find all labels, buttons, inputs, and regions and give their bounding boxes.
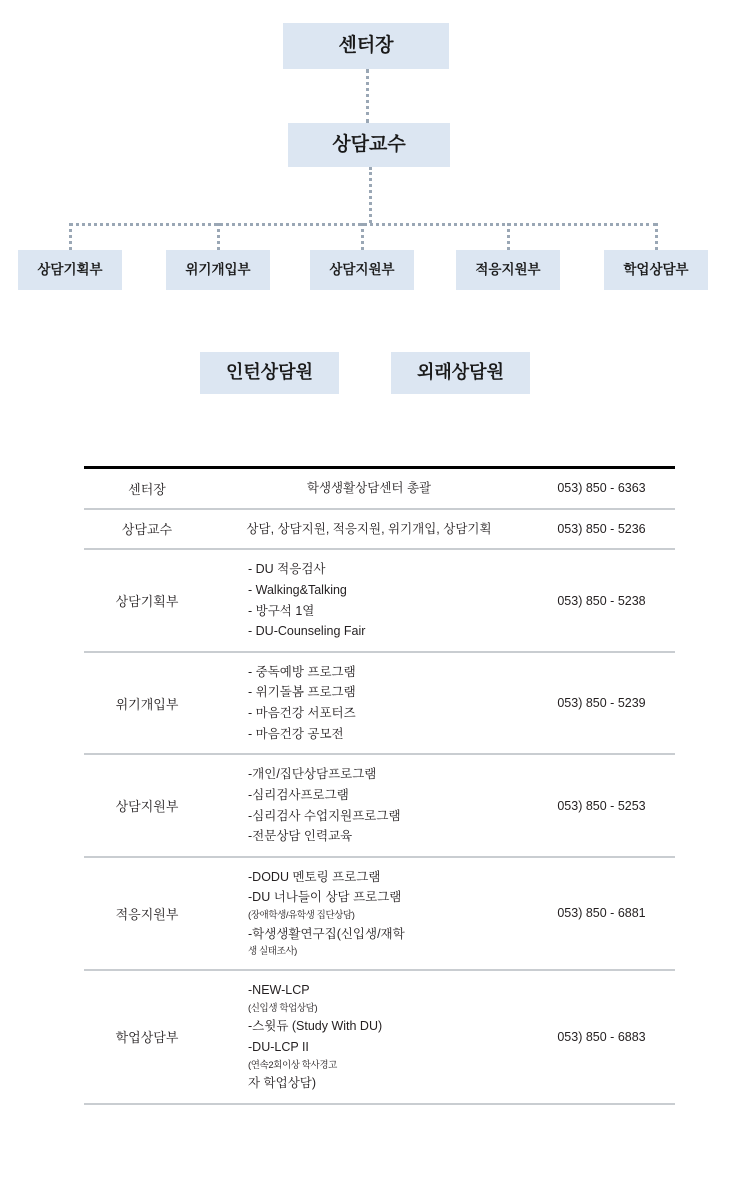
org-node-dept-crisis-intervention <box>166 250 270 290</box>
description-line: -DODU 멘토링 프로그램 <box>248 869 381 884</box>
connector-drop-dept-3 <box>361 223 364 250</box>
table-row <box>84 970 675 1104</box>
table-cell-role: 상담지원부 <box>84 754 210 857</box>
table-row <box>84 652 675 755</box>
connector-director-to-professor <box>366 69 369 123</box>
org-node-label: 적응지원부 <box>475 261 541 277</box>
table-row <box>84 857 675 970</box>
org-node-label: 상담지원부 <box>329 261 395 277</box>
table-cell-description <box>210 468 528 509</box>
org-node-dept-counseling-support <box>310 250 414 290</box>
table-cell-role: 상담기획부 <box>84 549 210 652</box>
org-node-label: 외래상담원 <box>417 362 504 383</box>
description-line: - 마음건강 서포터즈 <box>248 706 356 720</box>
description-line: 자 학업상담) <box>248 1076 317 1091</box>
table-row <box>84 468 675 509</box>
org-chart <box>0 0 730 420</box>
org-node-label: 상담교수 <box>332 133 406 155</box>
connector-professor-down <box>369 167 372 223</box>
description-line: -NEW-LCP <box>248 982 310 997</box>
description-line: -DU 너나들이 상담 프로그램 <box>248 890 402 905</box>
description-line: -개인/집단상담프로그램 <box>248 767 377 782</box>
description-line: -스윗듀 (Study With DU) <box>248 1019 383 1034</box>
table-cell-phone: 053) 850 - 6883 <box>528 970 675 1104</box>
org-node-counseling-professor <box>288 123 450 167</box>
description-line: -전문상담 인력교육 <box>248 829 353 844</box>
table-cell-role: 위기개입부 <box>84 652 210 755</box>
table-cell-role: 학업상담부 <box>84 970 210 1104</box>
table-cell-description <box>210 549 528 652</box>
description-line: 상담, 상담지원, 적응지원, 위기개입, 상담기획 <box>246 521 492 536</box>
department-info-table-wrap <box>84 466 651 1105</box>
description-line: -심리검사프로그램 <box>248 787 349 802</box>
description-line: - 중독예방 프로그램 <box>248 664 356 679</box>
table-cell-description <box>210 509 528 550</box>
table-cell-description <box>210 754 528 857</box>
connector-drop-dept-4 <box>507 223 510 250</box>
org-node-intern-counselor <box>200 352 339 394</box>
org-node-label: 상담기획부 <box>37 261 103 277</box>
org-node-label: 인턴상담원 <box>226 362 313 383</box>
description-line: (연속2회이상 학사경고 <box>248 1059 337 1071</box>
table-cell-description <box>210 857 528 970</box>
description-line: - 위기돌봄 프로그램 <box>248 685 356 700</box>
table-cell-phone: 053) 850 - 5239 <box>528 652 675 755</box>
table-cell-role: 센터장 <box>84 468 210 509</box>
description-line: 학생생활상담센터 총괄 <box>306 481 432 495</box>
table-cell-phone: 053) 850 - 5236 <box>528 509 675 550</box>
table-row <box>84 509 675 550</box>
org-node-label: 센터장 <box>338 34 394 56</box>
table-row <box>84 754 675 857</box>
connector-drop-dept-2 <box>217 223 220 250</box>
description-line: 생 실태조사) <box>248 946 297 958</box>
description-line: - Walking&Talking <box>248 582 347 597</box>
table-cell-phone: 053) 850 - 5253 <box>528 754 675 857</box>
table-cell-phone: 053) 850 - 6881 <box>528 857 675 970</box>
description-line: -DU-LCP II <box>248 1039 309 1054</box>
department-info-table <box>84 466 675 1105</box>
table-cell-description <box>210 970 528 1104</box>
org-node-label: 학업상담부 <box>623 261 689 277</box>
org-node-center-director <box>283 23 449 69</box>
table-row <box>84 549 675 652</box>
org-node-dept-academic-counseling <box>604 250 708 290</box>
table-cell-role: 적응지원부 <box>84 857 210 970</box>
org-node-dept-adaptation-support <box>456 250 560 290</box>
table-cell-role: 상담교수 <box>84 509 210 550</box>
description-line: (신입생 학업상담) <box>248 1002 318 1014</box>
org-node-outpatient-counselor <box>391 352 530 394</box>
table-cell-phone: 053) 850 - 5238 <box>528 549 675 652</box>
description-line: (장애학생/유학생 집단상담) <box>248 910 355 921</box>
description-line: - 방구석 1열 <box>248 603 315 618</box>
description-line: -학생생활연구집(신입생/재학 <box>248 926 405 941</box>
connector-drop-dept-5 <box>655 223 658 250</box>
connector-drop-dept-1 <box>69 223 72 250</box>
description-line: - DU 적응검사 <box>248 562 326 577</box>
table-cell-phone: 053) 850 - 6363 <box>528 468 675 509</box>
org-node-dept-counseling-planning <box>18 250 122 290</box>
description-line: - DU-Counseling Fair <box>248 624 366 639</box>
description-line: - 마음건강 공모전 <box>248 726 344 741</box>
org-node-label: 위기개입부 <box>185 261 251 277</box>
description-line: -심리검사 수업지원프로그램 <box>248 808 401 823</box>
table-cell-description <box>210 652 528 755</box>
